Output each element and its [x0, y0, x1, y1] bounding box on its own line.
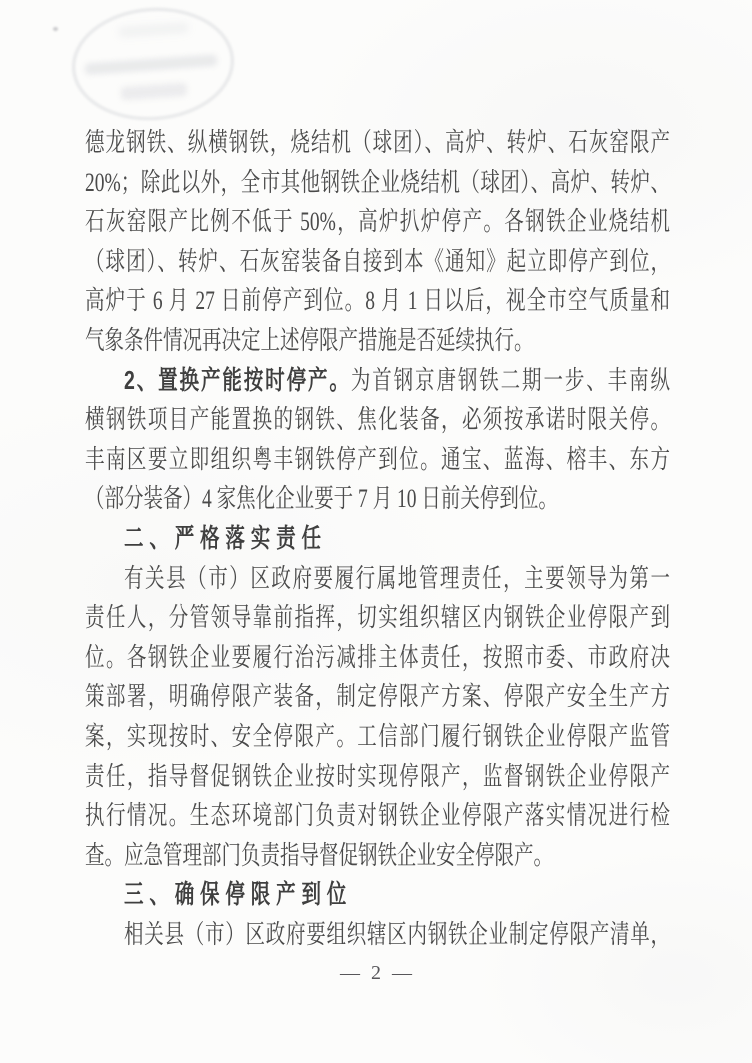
text-line: 查。应急管理部门负责指导督促钢铁企业安全停限产。 [85, 840, 554, 870]
page-number: — 2 — [340, 962, 415, 984]
text-line: 策部署，明确停限产装备，制定停限产方案、停限产安全生产方 [85, 682, 670, 712]
text-line: （球团）、转炉、石灰窑装备自接到本《通知》起立即停产到位， [85, 246, 670, 276]
seal-smudge [85, 55, 217, 75]
text-line: 石灰窑限产比例不低于 50%，高炉扒炉停产。各钢铁企业烧结机 [85, 207, 670, 237]
text-line: 执行情况。生态环境部门负责对钢铁企业停限产落实情况进行检 [85, 801, 670, 831]
seal-smudge [121, 83, 188, 101]
text-line: 责任，指导督促钢铁企业按时实现停限产，监督钢铁企业停限产 [85, 761, 670, 791]
text-line: 20%；除此以外，全市其他钢铁企业烧结机（球团）、高炉、转炉、 [85, 167, 670, 197]
text-line: （部分装备）4 家焦化企业要于 7 月 10 日前关停到位。 [85, 484, 558, 514]
paper-speck [53, 27, 58, 31]
text-line: 横钢铁项目产能置换的钢铁、焦化装备，必须按承诺时限关停。 [85, 405, 670, 435]
text-line: 丰南区要立即组织粤丰钢铁停产到位。通宝、蓝海、榕丰、东方 [85, 444, 670, 474]
text-line: 有关县（市）区政府要履行属地管理责任，主要领导为第一 [124, 563, 670, 593]
section-heading: 二、严格落实责任 [124, 522, 327, 553]
text-line: 德龙钢铁、纵横钢铁，烧结机（球团）、高炉、转炉、石灰窑限产 [85, 128, 670, 157]
document-body [85, 123, 670, 954]
section-heading: 三、确保停限产到位 [124, 879, 353, 910]
seal-smudge [118, 22, 189, 37]
bold-lead-in: 2、置换产能按时停产。 [124, 364, 351, 395]
text-line: 高炉于 6 月 27 日前停产到位。8 月 1 日以后，视全市空气质量和 [85, 286, 670, 316]
text-line: 案，实现按时、安全停限产。工信部门履行钢铁企业停限产监管 [85, 721, 670, 751]
text-line: 相关县（市）区政府要组织辖区内钢铁企业制定停限产清单， [124, 919, 670, 949]
text-line: 责任人，分管领导靠前指挥，切实组织辖区内钢铁企业停限产到 [85, 603, 670, 633]
text-line: 气象条件情况再决定上述停限产措施是否延续执行。 [85, 325, 534, 355]
text-line: 2、置换产能按时停产。为首钢京唐钢铁二期一步、丰南纵 [124, 364, 670, 395]
official-seal-stamp [68, 2, 237, 125]
text-line: 位。各钢铁企业要履行治污减排主体责任，按照市委、市政府决 [85, 642, 670, 672]
